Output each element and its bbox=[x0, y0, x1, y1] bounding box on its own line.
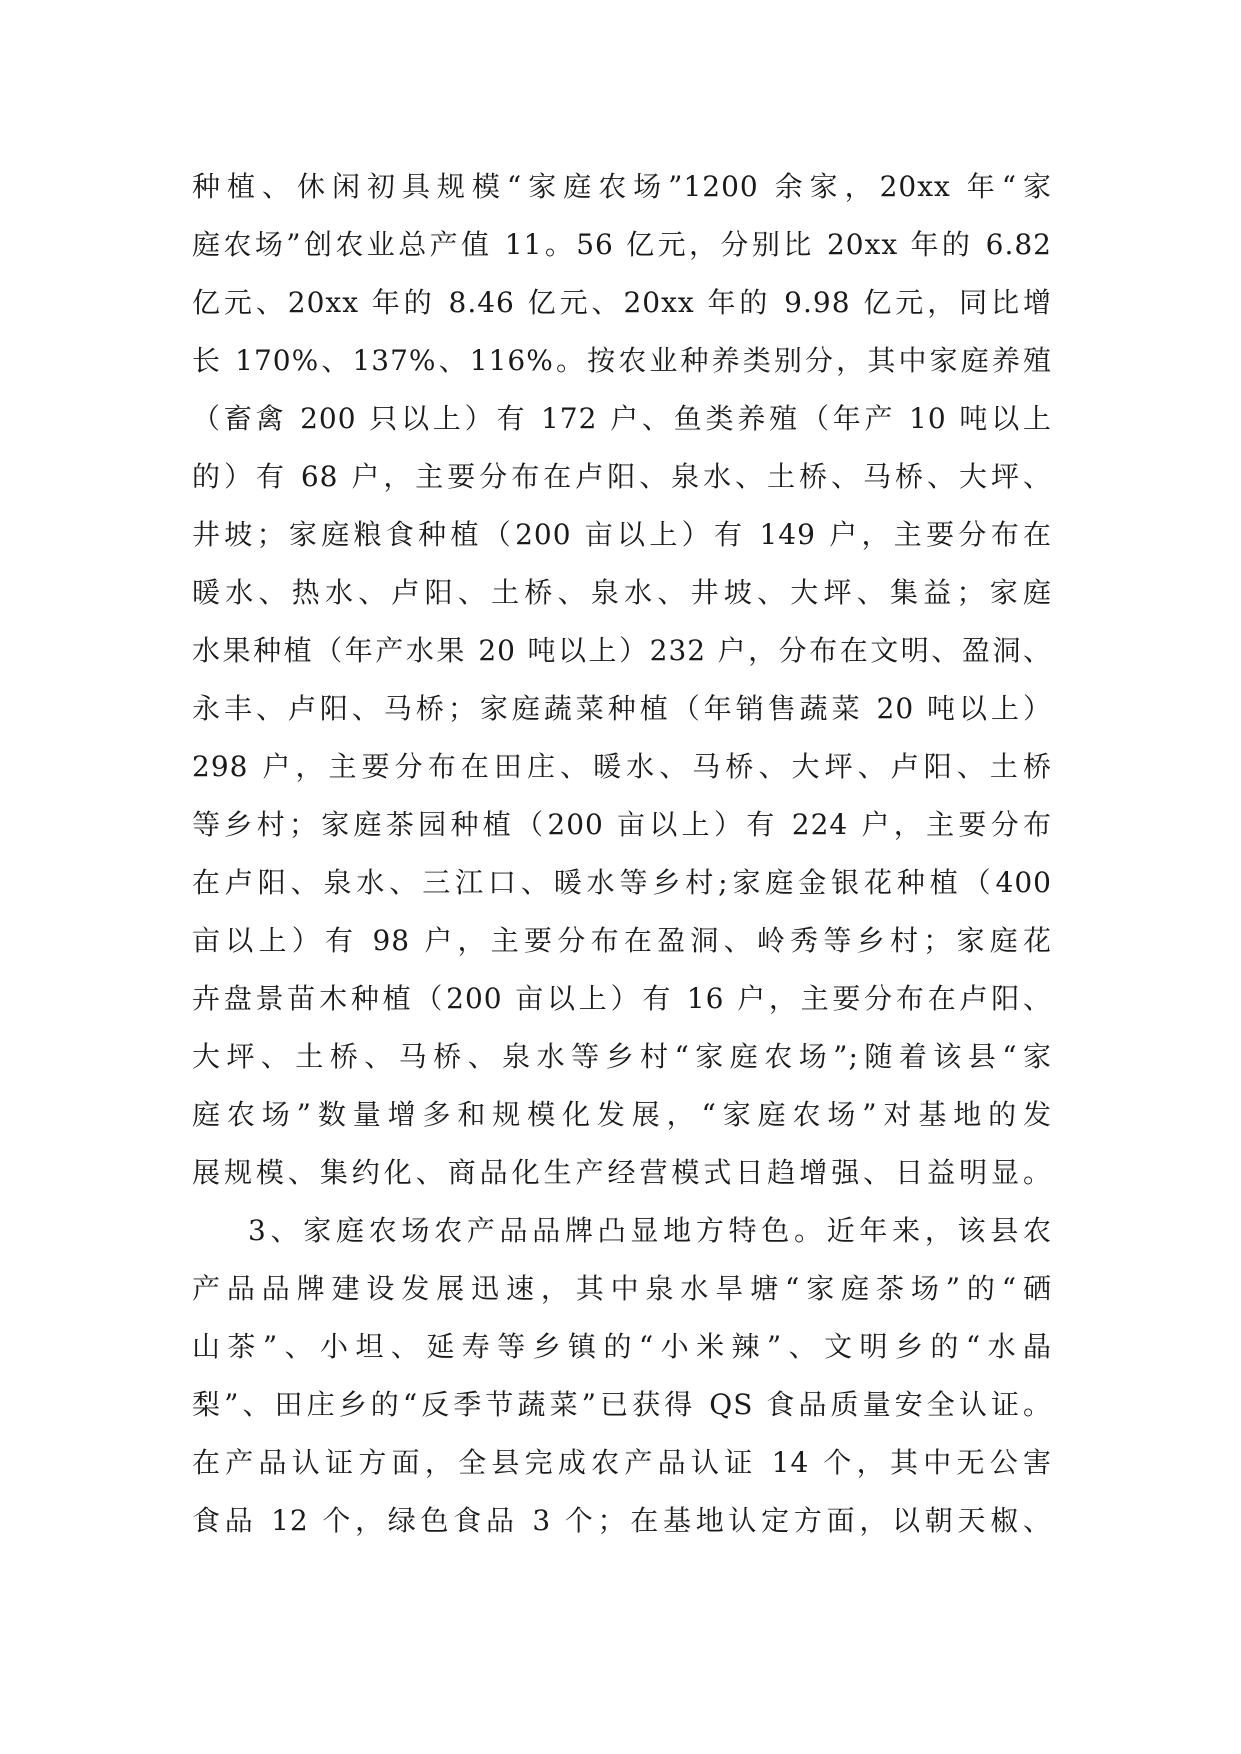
text-line: 等乡村；家庭茶园种植（200 亩以上）有 224 户，主要分布 bbox=[192, 808, 1052, 841]
text-line: 产品品牌建设发展迅速，其中泉水旱塘“家庭茶场”的“硒 bbox=[192, 1272, 1052, 1305]
text-line: 大坪、土桥、马桥、泉水等乡村“家庭农场”;随着该县“家 bbox=[192, 1040, 1052, 1073]
text-line: 亩以上）有 98 户，主要分布在盈洞、岭秀等乡村；家庭花 bbox=[192, 924, 1052, 957]
text-line: 山茶”、小坦、延寿等乡镇的“小米辣”、文明乡的“水晶 bbox=[192, 1330, 1052, 1363]
text-line: （畜禽 200 只以上）有 172 户、鱼类养殖（年产 10 吨以上 bbox=[192, 402, 1052, 435]
text-line: 的）有 68 户，主要分布在卢阳、泉水、土桥、马桥、大坪、 bbox=[192, 460, 1052, 493]
text-line: 庭农场”创农业总产值 11。56 亿元，分别比 20xx 年的 6.82 bbox=[192, 228, 1052, 261]
text-line: 卉盘景苗木种植（200 亩以上）有 16 户，主要分布在卢阳、 bbox=[192, 982, 1052, 1015]
text-line: 在卢阳、泉水、三江口、暖水等乡村;家庭金银花种植（400 bbox=[192, 866, 1052, 899]
text-line: 展规模、集约化、商品化生产经营模式日趋增强、日益明显。 bbox=[192, 1156, 1052, 1189]
text-line: 长 170%、137%、116%。按农业种养类别分，其中家庭养殖 bbox=[192, 344, 1052, 377]
text-line: 梨”、田庄乡的“反季节蔬菜”已获得 QS 食品质量安全认证。 bbox=[192, 1388, 1052, 1421]
text-line: 298 户，主要分布在田庄、暖水、马桥、大坪、卢阳、土桥 bbox=[192, 750, 1052, 783]
text-line: 种植、休闲初具规模“家庭农场”1200 余家，20xx 年“家 bbox=[192, 170, 1052, 203]
text-line: 永丰、卢阳、马桥；家庭蔬菜种植（年销售蔬菜 20 吨以上） bbox=[192, 692, 1052, 725]
text-line: 在产品认证方面，全县完成农产品认证 14 个，其中无公害 bbox=[192, 1446, 1052, 1479]
text-line: 亿元、20xx 年的 8.46 亿元、20xx 年的 9.98 亿元，同比增 bbox=[192, 286, 1052, 319]
paragraph-start-line: 3、家庭农场农产品品牌凸显地方特色。近年来，该县农 bbox=[248, 1214, 1052, 1247]
text-line: 食品 12 个，绿色食品 3 个；在基地认定方面，以朝天椒、 bbox=[192, 1504, 1052, 1537]
text-line: 暖水、热水、卢阳、土桥、泉水、井坡、大坪、集益；家庭 bbox=[192, 576, 1052, 609]
text-line: 水果种植（年产水果 20 吨以上）232 户，分布在文明、盈洞、 bbox=[192, 634, 1052, 667]
text-line: 庭农场”数量增多和规模化发展，“家庭农场”对基地的发 bbox=[192, 1098, 1052, 1131]
text-line: 井坡；家庭粮食种植（200 亩以上）有 149 户，主要分布在 bbox=[192, 518, 1052, 551]
body-text bbox=[192, 158, 1052, 1550]
